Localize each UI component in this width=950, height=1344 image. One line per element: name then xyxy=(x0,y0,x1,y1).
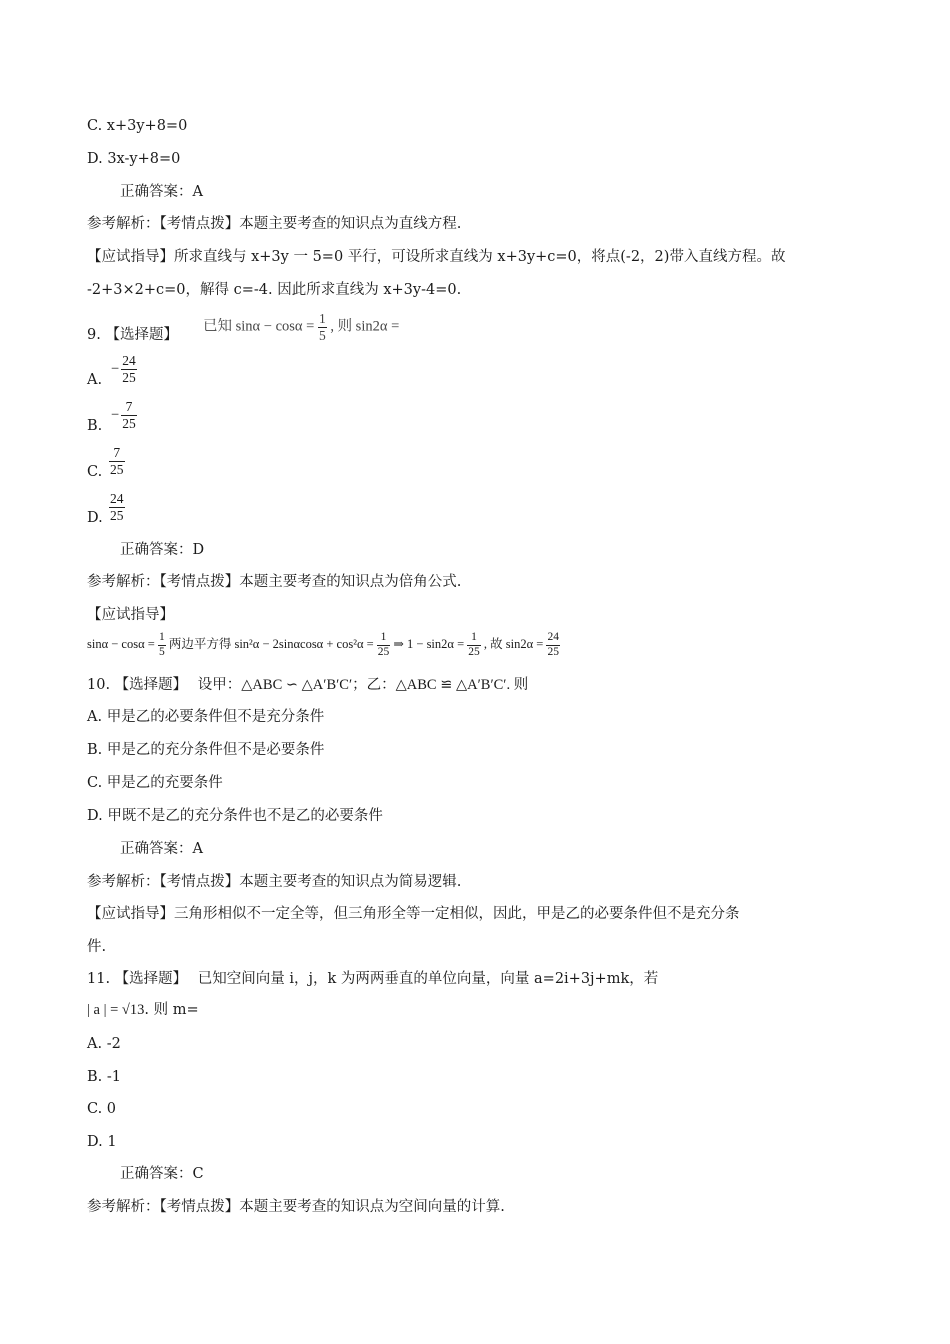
q9-sol-frac-2-num: 1 xyxy=(377,632,391,646)
q9-option-b-den: 25 xyxy=(122,415,136,431)
q9-option-a-fraction xyxy=(121,354,137,384)
q10-header: 10. 【选择题】 xyxy=(87,677,188,693)
q9-option-d-label: D. xyxy=(87,510,103,526)
q9-sol-frac-3-den: 25 xyxy=(468,645,480,658)
q9-option-d-fraction xyxy=(109,492,125,522)
q9-option-d-num: 24 xyxy=(110,491,124,506)
q9-option-a-num: 24 xyxy=(122,353,136,368)
q9-analysis: 参考解析：【考情点拨】本题主要考查的知识点为倍角公式. xyxy=(87,574,462,590)
q10-stem: 设甲：△ABC ∽ △A′B′C′；乙：△ABC ≌ △A′B′C′. 则 xyxy=(197,677,529,693)
q9-sol-frac-3-num: 1 xyxy=(467,632,481,646)
q9-sol-frac-2-den: 25 xyxy=(377,645,390,658)
q10-guide-line2: 件. xyxy=(87,939,107,955)
q9-option-b-label: B. xyxy=(87,418,103,434)
q9-stem-suffix: , 则 sin2α = xyxy=(330,318,400,335)
q8-guide-line1: 【应试指导】所求直线与 x+3y 一 5=0 平行，可设所求直线为 x+3y+c=0，将点(-2，2)带入直线方程。故 xyxy=(87,249,786,265)
q9-option-c-num: 7 xyxy=(109,446,125,462)
q10-option-b: B. 甲是乙的充分条件但不是必要条件 xyxy=(87,742,325,758)
q9-answer: 正确答案：D xyxy=(120,542,205,558)
q11-option-b: B. -1 xyxy=(87,1069,121,1085)
q9-stem-prefix: 已知 sinα − cosα = xyxy=(203,318,318,335)
q9-sol-frac-2 xyxy=(377,632,391,658)
q8-answer: 正确答案：A xyxy=(120,184,203,200)
q9-option-c-den: 25 xyxy=(110,461,124,477)
q9-sol-frac-3 xyxy=(467,632,481,658)
q9-sol-part-a: sinα − cosα = xyxy=(87,636,158,651)
q11-analysis: 参考解析：【考情点拨】本题主要考查的知识点为空间向量的计算. xyxy=(87,1199,505,1215)
q11-option-a: A. -2 xyxy=(87,1036,121,1052)
q9-stem-num: 1 xyxy=(318,311,326,326)
q10-option-c: C. 甲是乙的充要条件 xyxy=(87,775,223,791)
q9-sol-part-d: , 故 sin2α = xyxy=(480,636,547,651)
q9-option-c-fraction xyxy=(109,446,125,476)
q9-sol-frac-1-num: 1 xyxy=(158,632,166,646)
q9-guide-title: 【应试指导】 xyxy=(87,607,174,623)
q9-header xyxy=(87,325,178,345)
q9-stem xyxy=(203,312,399,342)
q10-option-d: D. 甲既不是乙的充分条件也不是乙的必要条件 xyxy=(87,808,383,824)
q9-sol-frac-4-den: 25 xyxy=(547,645,559,658)
q8-guide-line2: -2+3×2+c=0，解得 c=-4. 因此所求直线为 x+3y-4=0. xyxy=(87,282,462,298)
q10-analysis: 参考解析：【考情点拨】本题主要考查的知识点为简易逻辑. xyxy=(87,874,462,890)
q9-sol-part-c: ⇒ 1 − sin2α = xyxy=(390,636,468,651)
q11-answer: 正确答案：C xyxy=(120,1166,204,1182)
q9-option-d-den: 25 xyxy=(110,507,124,523)
q11-stem-math: | a | = √13 xyxy=(87,1002,145,1018)
q8-analysis: 参考解析：【考情点拨】本题主要考查的知识点为直线方程. xyxy=(87,216,462,232)
q9-stem-fraction xyxy=(318,312,327,342)
q11-header: 11. 【选择题】 xyxy=(87,971,188,987)
q9-option-b-fraction xyxy=(121,400,137,430)
q11-stem-line2 xyxy=(87,1000,199,1020)
q9-header-label: 9. 【选择题】 xyxy=(87,327,178,343)
q8-option-d: D. 3x-y+8=0 xyxy=(87,151,181,167)
q8-option-c: C. x+3y+8=0 xyxy=(87,118,188,134)
q9-option-a-den: 25 xyxy=(122,369,136,385)
q9-sol-frac-1-den: 5 xyxy=(158,645,165,658)
q9-option-b-num: 7 xyxy=(121,400,137,416)
q9-option-a-label: A. xyxy=(87,372,103,388)
q10-answer: 正确答案：A xyxy=(120,841,203,857)
q9-solution xyxy=(87,632,560,658)
q10-header-row xyxy=(87,675,528,695)
q11-stem-rest: . 则 m= xyxy=(144,1002,199,1018)
q11-header-row xyxy=(87,969,658,989)
q9-option-c-label: C. xyxy=(87,464,103,480)
q11-option-d: D. 1 xyxy=(87,1134,117,1150)
q10-option-a: A. 甲是乙的必要条件但不是充分条件 xyxy=(87,709,325,725)
q9-sol-frac-1 xyxy=(158,632,166,658)
q9-option-a-sign: − xyxy=(111,360,120,377)
q11-stem-line1: 已知空间向量 i，j，k 为两两垂直的单位向量，向量 a=2i+3j+mk，若 xyxy=(197,971,659,987)
q9-stem-den: 5 xyxy=(318,327,326,343)
q11-option-c: C. 0 xyxy=(87,1101,117,1117)
q10-guide-line1: 【应试指导】三角形相似不一定全等，但三角形全等一定相似，因此，甲是乙的必要条件但不是充分条 xyxy=(87,906,740,922)
q9-sol-frac-4 xyxy=(546,632,560,658)
q9-sol-part-b: 两边平方得 sin²α − 2sinαcosα + cos²α = xyxy=(165,636,377,651)
q9-sol-frac-4-num: 24 xyxy=(546,632,560,646)
q9-option-b-sign: − xyxy=(111,406,120,423)
